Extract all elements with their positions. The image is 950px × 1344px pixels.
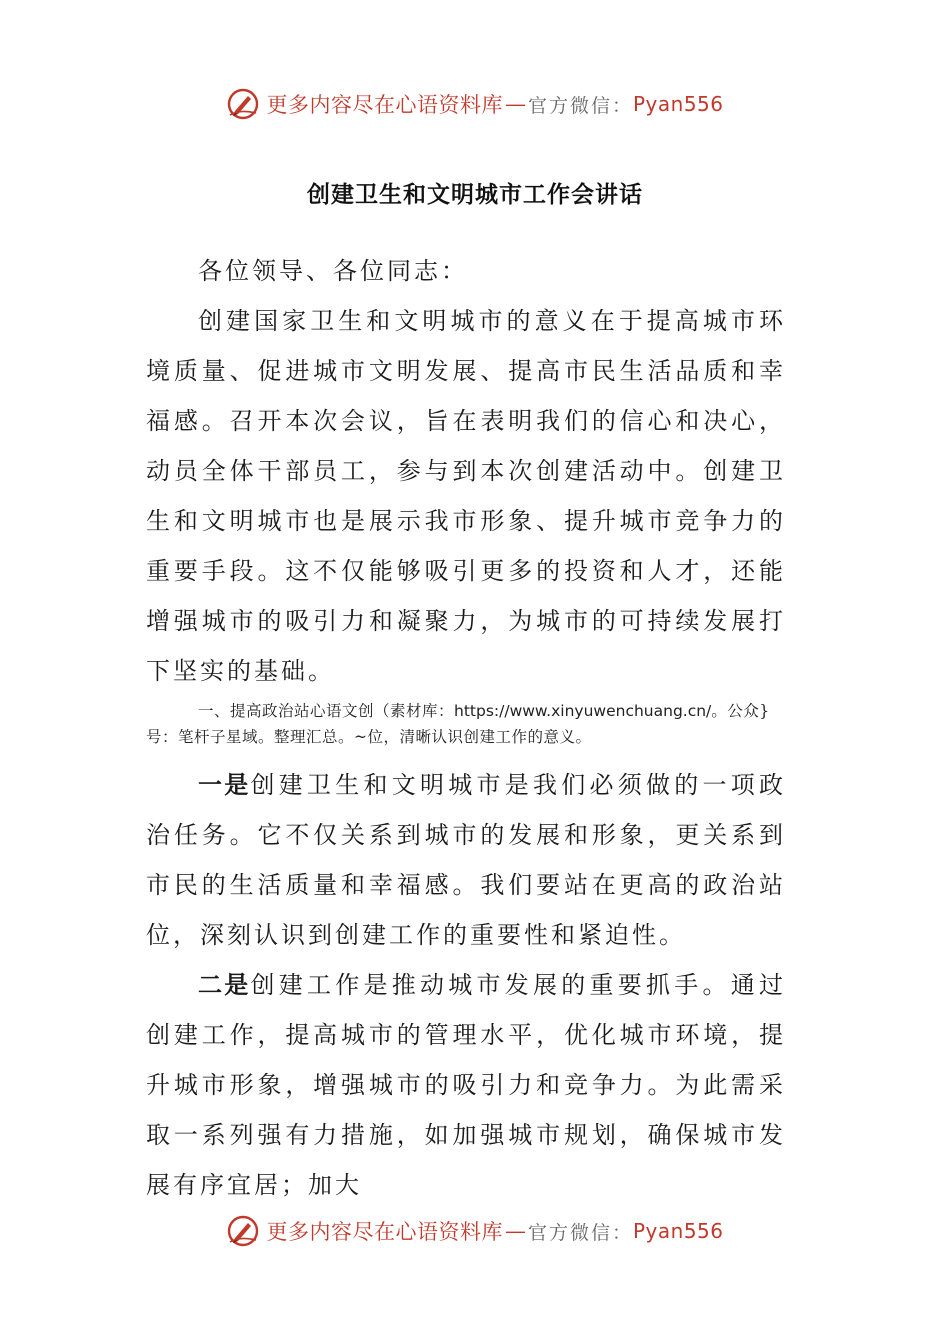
greeting: 各位领导、各位同志： [198, 257, 468, 285]
header-banner [0, 82, 950, 126]
point-one [146, 760, 786, 960]
banner-brand-text: 更多内容尽在心语资料库 [266, 1220, 503, 1244]
point-two-lead: 二是 [198, 971, 251, 999]
section-heading-url: https://www.xinyuwenchuang.cn/ [454, 702, 712, 720]
banner-wechat-id: Pyan556 [633, 92, 724, 116]
point-one-lead: 一是 [198, 771, 251, 799]
page-title: 创建卫生和文明城市工作会讲话 [307, 182, 643, 208]
banner-dash: — [504, 1219, 526, 1243]
pen-circle-logo-icon [226, 1214, 260, 1248]
banner-dash: — [504, 92, 526, 116]
point-two [146, 960, 786, 1210]
section-heading-prefix: 一、提高政治站心语文创（素材库： [198, 702, 455, 720]
footer-banner [0, 1209, 950, 1253]
point-two-text: 创建工作是推动城市发展的重要抓手。通过创建工作，提高城市的管理水平，优化城市环境，提升城市形象，增强城市的吸引力和竞争力。为此需采取一系列强有力措施，如加强城市规划，确保城市发展有序宜居；加大 [146, 971, 786, 1199]
banner-wechat-label: 官方微信： [527, 94, 633, 117]
banner-wechat-label: 官方微信： [527, 1221, 633, 1244]
section-heading [146, 698, 786, 750]
banner-wechat-id: Pyan556 [633, 1219, 724, 1243]
document-body [146, 246, 786, 1210]
paragraph-intro: 创建国家卫生和文明城市的意义在于提高城市环境质量、促进城市文明发展、提高市民生活品质和幸福感。召开本次会议，旨在表明我们的信心和决心，动员全体干部员工，参与到本次创建活动中。创建卫生和文明城市也是展示我市形象、提升城市竞争力的重要手段。这不仅能够吸引更多的投资和人才，还能增强城市的吸引力和凝聚力，为城市的可持续发展打下坚实的基础。 [146, 307, 786, 685]
point-one-text: 创建卫生和文明城市是我们必须做的一项政治任务。它不仅关系到城市的发展和形象，更关系到市民的生活质量和幸福感。我们要站在更高的政治站位，深刻认识到创建工作的重要性和紧迫性。 [146, 771, 786, 949]
banner-brand-text: 更多内容尽在心语资料库 [266, 93, 503, 117]
section-heading-suffix: 。公众}号：笔杆子星域。整理汇总。~位，清晰认识创建工作的意义。 [146, 702, 770, 746]
pen-circle-logo-icon [226, 87, 260, 121]
